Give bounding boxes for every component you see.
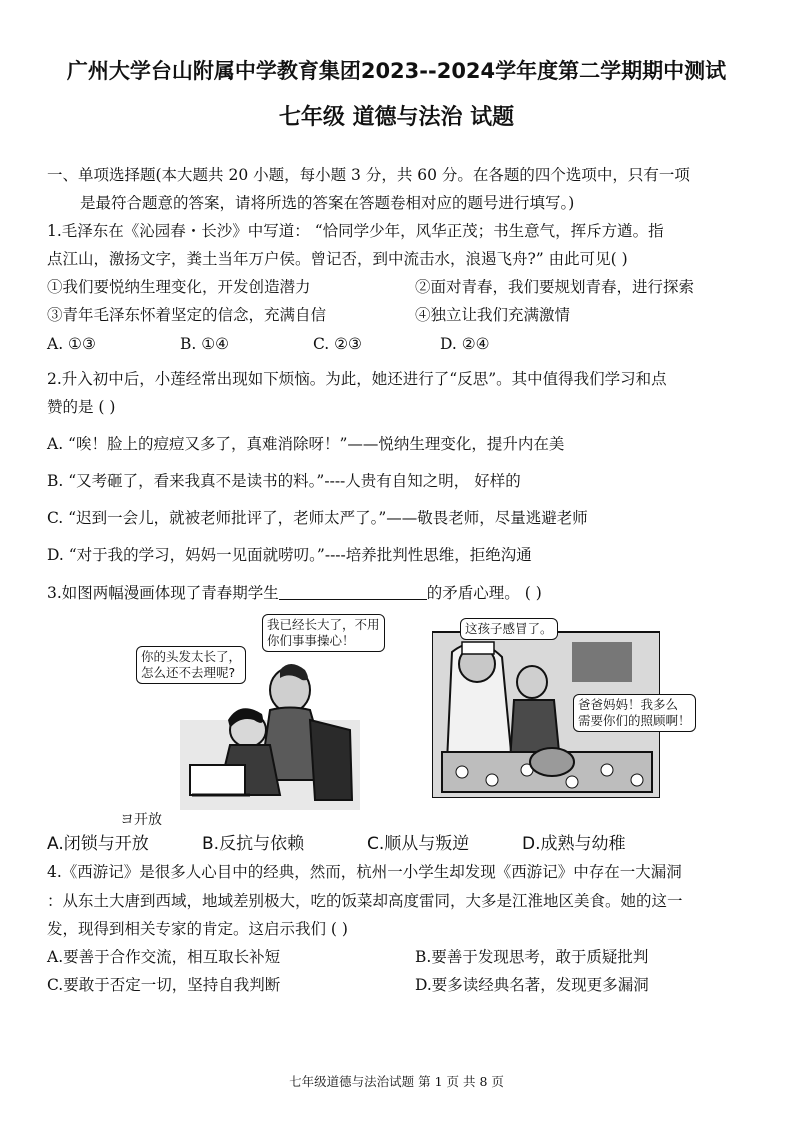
q1-option-b: B. ①④ [180,335,230,353]
q4-stem-3: 发，现得到相关专家的肯定。这启示我们 ( ) [47,920,348,938]
q1-statement-1: ①我们要悦纳生理变化，开发创造潜力 [47,278,311,296]
section-instruction-1: 一、单项选择题(本大题共 20 小题，每小题 3 分，共 60 分。在各题的四个选项中，只有一项 [47,166,690,184]
q3-answer-blank [279,583,427,600]
q3-option-a: A.闭锁与开放 [47,834,149,854]
q1-stem-2: 点江山，激扬文字，粪土当年万户侯。曾记否，到中流击水，浪遏飞舟?” 由此可见( ) [47,250,628,268]
q3-option-b: B.反抗与依赖 [202,834,305,854]
q2-option-c: C. “迟到一会儿，就被老师批评了，老师太严了。”——敬畏老师，尽量逃避老师 [47,509,588,527]
q1-option-c: C. ②③ [313,335,362,353]
cartoon-right-bubble-child: 爸爸妈妈！我多么 需要你们的照顾啊！ [573,694,696,732]
q1-statement-2: ②面对青春，我们要规划青春，进行探索 [415,278,695,296]
q2-option-d: D. “对于我的学习，妈妈一见面就唠叨。”----培养批判性思维，拒绝沟通 [47,546,532,564]
q3-stem-part-b: 的矛盾心理。 ( ) [426,584,542,602]
q4-option-d: D.要多读经典名著，发现更多漏洞 [415,976,649,994]
cartoon-left-bubble-parent: 你的头发太长了， 怎么还不去理呢? [136,646,246,684]
q1-statement-3: ③青年毛泽东怀着坚定的信念，充满自信 [47,306,327,324]
section-instruction-2: 是最符合题意的答案，请将所选的答案在答题卷相对应的题号进行填写。) [80,194,575,212]
page-footer: 七年级道德与法治试题 第 1 页 共 8 页 [289,1074,504,1089]
q4-stem-2: ：从东土大唐到西域，地域差别极大，吃的饭菜却高度雷同，大多是江淮地区美食。她的这一 [47,892,683,910]
q2-option-b: B. “又考砸了，看来我真不是读书的料。”----人贵有自知之明， 好样的 [47,472,521,490]
q3-stem-part-a: 3.如图两幅漫画体现了青春期学生 [47,584,279,602]
q3-stem [47,583,542,603]
q1-stem-1: 1.毛泽东在《沁园春・长沙》中写道： “恰同学少年，风华正茂；书生意气，挥斥方遒。指 [47,222,664,240]
exam-title: 广州大学台山附属中学教育集团2023--2024学年度第二学期期中测试 [66,59,727,83]
q2-stem-1: 2.升入初中后，小莲经常出现如下烦恼。为此，她还进行了“反思”。其中值得我们学习和点 [47,370,667,388]
q2-option-a: A. “唉！脸上的痘痘又多了，真难消除呀！”——悦纳生理变化，提升内在美 [47,435,565,453]
q4-option-b: B.要善于发现思考，敢于质疑批判 [415,948,649,966]
q4-stem-1: 4.《西游记》是很多人心目中的经典，然而，杭州一小学生却发现《西游记》中存在一大漏洞 [47,863,682,881]
q4-option-c: C.要敢于否定一切，坚持自我判断 [47,976,281,994]
cartoon-right-bubble-doctor: 这孩子感冒了。 [460,618,558,640]
cartoon-left-bubble-child: 我已经长大了，不用 你们事事操心！ [262,614,385,652]
q3-stray-text: ヨ开放 [120,812,162,828]
q1-option-d: D. ②④ [440,335,490,353]
q3-option-d: D.成熟与幼稚 [522,834,626,854]
q1-statement-4: ④独立让我们充满激情 [415,306,571,324]
q2-stem-2: 赞的是 ( ) [47,398,116,416]
exam-subtitle: 七年级 道德与法治 试题 [278,105,515,130]
q4-option-a: A.要善于合作交流，相互取长补短 [47,948,281,966]
q3-option-c: C.顺从与叛逆 [367,834,470,854]
q1-option-a: A. ①③ [47,335,96,353]
